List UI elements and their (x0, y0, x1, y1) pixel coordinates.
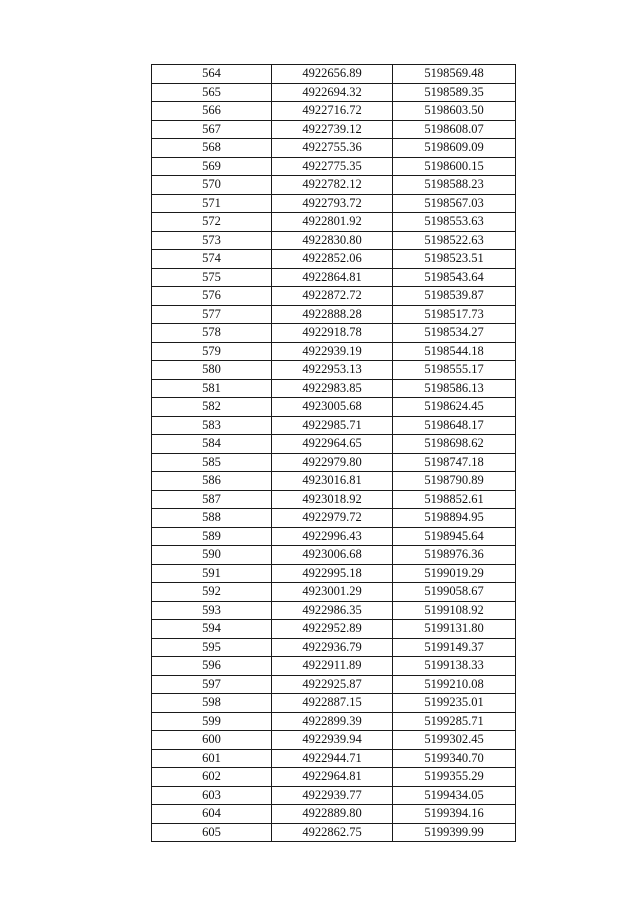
point-number-cell: 592 (152, 583, 272, 602)
x-coordinate-cell: 4922899.39 (272, 712, 393, 731)
point-number-cell: 599 (152, 712, 272, 731)
table-row (152, 120, 516, 139)
x-coordinate-cell: 4922964.81 (272, 768, 393, 787)
y-coordinate-cell: 5198523.51 (393, 250, 516, 269)
y-coordinate-cell: 5199131.80 (393, 620, 516, 639)
x-coordinate-cell: 4922864.81 (272, 268, 393, 287)
point-number-cell: 574 (152, 250, 272, 269)
table-row (152, 657, 516, 676)
y-coordinate-cell: 5198608.07 (393, 120, 516, 139)
point-number-cell: 576 (152, 287, 272, 306)
y-coordinate-cell: 5198522.63 (393, 231, 516, 250)
point-number-cell: 564 (152, 65, 272, 84)
y-coordinate-cell: 5198648.17 (393, 416, 516, 435)
table-row (152, 287, 516, 306)
y-coordinate-cell: 5198539.87 (393, 287, 516, 306)
table-row (152, 472, 516, 491)
x-coordinate-cell: 4923016.81 (272, 472, 393, 491)
x-coordinate-cell: 4922862.75 (272, 823, 393, 842)
y-coordinate-cell: 5199108.92 (393, 601, 516, 620)
table-row (152, 379, 516, 398)
point-number-cell: 597 (152, 675, 272, 694)
table-row (152, 250, 516, 269)
x-coordinate-cell: 4922964.65 (272, 435, 393, 454)
point-number-cell: 601 (152, 749, 272, 768)
y-coordinate-cell: 5199434.05 (393, 786, 516, 805)
x-coordinate-cell: 4922889.80 (272, 805, 393, 824)
x-coordinate-cell: 4922925.87 (272, 675, 393, 694)
y-coordinate-cell: 5198600.15 (393, 157, 516, 176)
x-coordinate-cell: 4922888.28 (272, 305, 393, 324)
table-row (152, 416, 516, 435)
point-number-cell: 598 (152, 694, 272, 713)
y-coordinate-cell: 5198852.61 (393, 490, 516, 509)
x-coordinate-cell: 4922936.79 (272, 638, 393, 657)
y-coordinate-cell: 5198624.45 (393, 398, 516, 417)
point-number-cell: 596 (152, 657, 272, 676)
table-row (152, 453, 516, 472)
y-coordinate-cell: 5199019.29 (393, 564, 516, 583)
table-row (152, 731, 516, 750)
point-number-cell: 588 (152, 509, 272, 528)
table-row (152, 583, 516, 602)
x-coordinate-cell: 4922872.72 (272, 287, 393, 306)
y-coordinate-cell: 5198569.48 (393, 65, 516, 84)
table-row (152, 139, 516, 158)
point-number-cell: 584 (152, 435, 272, 454)
point-number-cell: 587 (152, 490, 272, 509)
table-row (152, 157, 516, 176)
point-number-cell: 600 (152, 731, 272, 750)
x-coordinate-cell: 4922656.89 (272, 65, 393, 84)
x-coordinate-cell: 4922952.89 (272, 620, 393, 639)
table-row (152, 786, 516, 805)
y-coordinate-cell: 5199210.08 (393, 675, 516, 694)
point-number-cell: 602 (152, 768, 272, 787)
table-row (152, 675, 516, 694)
table-row (152, 823, 516, 842)
x-coordinate-cell: 4922852.06 (272, 250, 393, 269)
table-row (152, 620, 516, 639)
table-row (152, 768, 516, 787)
table-row (152, 435, 516, 454)
table-row (152, 361, 516, 380)
coordinate-table (151, 64, 516, 842)
point-number-cell: 581 (152, 379, 272, 398)
x-coordinate-cell: 4922939.19 (272, 342, 393, 361)
x-coordinate-cell: 4923006.68 (272, 546, 393, 565)
x-coordinate-cell: 4922995.18 (272, 564, 393, 583)
table-row (152, 601, 516, 620)
y-coordinate-cell: 5199394.16 (393, 805, 516, 824)
y-coordinate-cell: 5198589.35 (393, 83, 516, 102)
x-coordinate-cell: 4922716.72 (272, 102, 393, 121)
y-coordinate-cell: 5198555.17 (393, 361, 516, 380)
table-row (152, 490, 516, 509)
x-coordinate-cell: 4923018.92 (272, 490, 393, 509)
point-number-cell: 603 (152, 786, 272, 805)
table-row (152, 194, 516, 213)
point-number-cell: 578 (152, 324, 272, 343)
point-number-cell: 605 (152, 823, 272, 842)
x-coordinate-cell: 4922739.12 (272, 120, 393, 139)
table-row (152, 65, 516, 84)
y-coordinate-cell: 5199340.70 (393, 749, 516, 768)
table-row (152, 749, 516, 768)
point-number-cell: 566 (152, 102, 272, 121)
y-coordinate-cell: 5198586.13 (393, 379, 516, 398)
y-coordinate-cell: 5198517.73 (393, 305, 516, 324)
y-coordinate-cell: 5199302.45 (393, 731, 516, 750)
point-number-cell: 582 (152, 398, 272, 417)
point-number-cell: 570 (152, 176, 272, 195)
y-coordinate-cell: 5198894.95 (393, 509, 516, 528)
y-coordinate-cell: 5199235.01 (393, 694, 516, 713)
x-coordinate-cell: 4922775.35 (272, 157, 393, 176)
table-row (152, 805, 516, 824)
y-coordinate-cell: 5198543.64 (393, 268, 516, 287)
x-coordinate-cell: 4922996.43 (272, 527, 393, 546)
table-row (152, 305, 516, 324)
y-coordinate-cell: 5199399.99 (393, 823, 516, 842)
y-coordinate-cell: 5198609.09 (393, 139, 516, 158)
x-coordinate-cell: 4923005.68 (272, 398, 393, 417)
coordinate-table-body (152, 65, 516, 842)
x-coordinate-cell: 4922782.12 (272, 176, 393, 195)
x-coordinate-cell: 4922953.13 (272, 361, 393, 380)
x-coordinate-cell: 4922694.32 (272, 83, 393, 102)
point-number-cell: 604 (152, 805, 272, 824)
y-coordinate-cell: 5198544.18 (393, 342, 516, 361)
point-number-cell: 579 (152, 342, 272, 361)
x-coordinate-cell: 4922985.71 (272, 416, 393, 435)
y-coordinate-cell: 5199355.29 (393, 768, 516, 787)
x-coordinate-cell: 4922944.71 (272, 749, 393, 768)
point-number-cell: 575 (152, 268, 272, 287)
table-row (152, 509, 516, 528)
y-coordinate-cell: 5199285.71 (393, 712, 516, 731)
point-number-cell: 591 (152, 564, 272, 583)
point-number-cell: 565 (152, 83, 272, 102)
x-coordinate-cell: 4922911.89 (272, 657, 393, 676)
y-coordinate-cell: 5199058.67 (393, 583, 516, 602)
point-number-cell: 573 (152, 231, 272, 250)
table-row (152, 712, 516, 731)
point-number-cell: 583 (152, 416, 272, 435)
x-coordinate-cell: 4922983.85 (272, 379, 393, 398)
table-row (152, 546, 516, 565)
point-number-cell: 567 (152, 120, 272, 139)
y-coordinate-cell: 5199138.33 (393, 657, 516, 676)
point-number-cell: 589 (152, 527, 272, 546)
point-number-cell: 568 (152, 139, 272, 158)
point-number-cell: 580 (152, 361, 272, 380)
y-coordinate-cell: 5198698.62 (393, 435, 516, 454)
y-coordinate-cell: 5198790.89 (393, 472, 516, 491)
table-row (152, 564, 516, 583)
table-row (152, 176, 516, 195)
y-coordinate-cell: 5198588.23 (393, 176, 516, 195)
point-number-cell: 571 (152, 194, 272, 213)
x-coordinate-cell: 4923001.29 (272, 583, 393, 602)
point-number-cell: 595 (152, 638, 272, 657)
table-row (152, 324, 516, 343)
y-coordinate-cell: 5198976.36 (393, 546, 516, 565)
y-coordinate-cell: 5198553.63 (393, 213, 516, 232)
y-coordinate-cell: 5198747.18 (393, 453, 516, 472)
point-number-cell: 590 (152, 546, 272, 565)
table-row (152, 213, 516, 232)
x-coordinate-cell: 4922979.80 (272, 453, 393, 472)
x-coordinate-cell: 4922830.80 (272, 231, 393, 250)
x-coordinate-cell: 4922939.94 (272, 731, 393, 750)
point-number-cell: 585 (152, 453, 272, 472)
point-number-cell: 577 (152, 305, 272, 324)
table-row (152, 342, 516, 361)
point-number-cell: 586 (152, 472, 272, 491)
table-row (152, 638, 516, 657)
table-row (152, 83, 516, 102)
table-row (152, 268, 516, 287)
point-number-cell: 594 (152, 620, 272, 639)
x-coordinate-cell: 4922918.78 (272, 324, 393, 343)
table-row (152, 102, 516, 121)
point-number-cell: 593 (152, 601, 272, 620)
table-row (152, 398, 516, 417)
x-coordinate-cell: 4922801.92 (272, 213, 393, 232)
point-number-cell: 572 (152, 213, 272, 232)
x-coordinate-cell: 4922793.72 (272, 194, 393, 213)
point-number-cell: 569 (152, 157, 272, 176)
table-row (152, 527, 516, 546)
x-coordinate-cell: 4922979.72 (272, 509, 393, 528)
y-coordinate-cell: 5198567.03 (393, 194, 516, 213)
table-row (152, 694, 516, 713)
table-row (152, 231, 516, 250)
y-coordinate-cell: 5198945.64 (393, 527, 516, 546)
x-coordinate-cell: 4922939.77 (272, 786, 393, 805)
x-coordinate-cell: 4922986.35 (272, 601, 393, 620)
x-coordinate-cell: 4922887.15 (272, 694, 393, 713)
y-coordinate-cell: 5198534.27 (393, 324, 516, 343)
y-coordinate-cell: 5199149.37 (393, 638, 516, 657)
x-coordinate-cell: 4922755.36 (272, 139, 393, 158)
y-coordinate-cell: 5198603.50 (393, 102, 516, 121)
